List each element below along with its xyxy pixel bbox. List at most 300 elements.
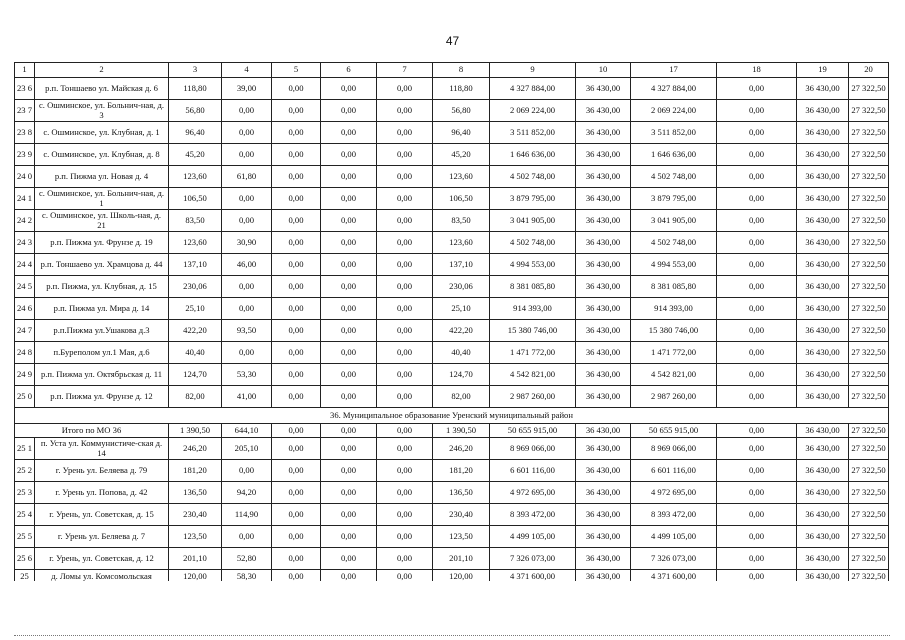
value-cell: 201,10 — [433, 548, 490, 570]
value-cell: 27 322,50 — [849, 78, 889, 100]
value-cell: 120,00 — [433, 570, 490, 582]
value-cell: 0,00 — [377, 460, 433, 482]
value-cell: 114,90 — [222, 504, 272, 526]
value-cell: 106,50 — [433, 188, 490, 210]
row-number: 23 6 — [15, 78, 35, 100]
value-cell: 123,60 — [169, 232, 222, 254]
value-cell: 0,00 — [272, 460, 321, 482]
row-number: 24 9 — [15, 364, 35, 386]
value-cell: 0,00 — [377, 364, 433, 386]
row-number: 24 0 — [15, 166, 35, 188]
value-cell: 4 327 884,00 — [631, 78, 717, 100]
value-cell: 36 430,00 — [797, 460, 849, 482]
header-cell: 19 — [797, 63, 849, 78]
value-cell: 1 646 636,00 — [490, 144, 576, 166]
value-cell: 27 322,50 — [849, 482, 889, 504]
value-cell: 36 430,00 — [797, 386, 849, 408]
value-cell: 27 322,50 — [849, 166, 889, 188]
section-row — [15, 408, 889, 424]
value-cell: 0,00 — [717, 482, 797, 504]
value-cell: 27 322,50 — [849, 386, 889, 408]
value-cell: 0,00 — [222, 342, 272, 364]
value-cell: 3 511 852,00 — [631, 122, 717, 144]
row-number: 25 5 — [15, 526, 35, 548]
value-cell: 27 322,50 — [849, 438, 889, 460]
value-cell: 3 511 852,00 — [490, 122, 576, 144]
row-number: 25 2 — [15, 460, 35, 482]
value-cell: 422,20 — [433, 320, 490, 342]
value-cell: 2 987 260,00 — [490, 386, 576, 408]
row-number: 24 8 — [15, 342, 35, 364]
table-row — [15, 298, 889, 320]
value-cell: 27 322,50 — [849, 254, 889, 276]
value-cell: 46,00 — [222, 254, 272, 276]
value-cell: 1 471 772,00 — [631, 342, 717, 364]
table-row — [15, 254, 889, 276]
header-cell: 17 — [631, 63, 717, 78]
value-cell: 0,00 — [222, 298, 272, 320]
value-cell: 0,00 — [321, 320, 377, 342]
address-cell: р.п. Пижма ул. Мира д. 14 — [35, 298, 169, 320]
value-cell: 230,06 — [169, 276, 222, 298]
value-cell: 0,00 — [321, 460, 377, 482]
value-cell: 36 430,00 — [576, 144, 631, 166]
value-cell: 230,06 — [433, 276, 490, 298]
row-number: 23 9 — [15, 144, 35, 166]
value-cell: 0,00 — [272, 570, 321, 582]
value-cell: 0,00 — [717, 548, 797, 570]
value-cell: 8 381 085,80 — [631, 276, 717, 298]
value-cell: 36 430,00 — [576, 548, 631, 570]
value-cell: 15 380 746,00 — [631, 320, 717, 342]
value-cell: 27 322,50 — [849, 122, 889, 144]
value-cell: 0,00 — [222, 276, 272, 298]
value-cell: 0,00 — [377, 342, 433, 364]
value-cell: 0,00 — [377, 232, 433, 254]
value-cell: 36 430,00 — [797, 364, 849, 386]
header-cell: 1 — [15, 63, 35, 78]
address-cell: г. Урень ул. Беляева д. 7 — [35, 526, 169, 548]
value-cell: 3 879 795,00 — [631, 188, 717, 210]
value-cell: 181,20 — [169, 460, 222, 482]
value-cell: 0,00 — [717, 166, 797, 188]
header-cell: 3 — [169, 63, 222, 78]
value-cell: 0,00 — [272, 78, 321, 100]
value-cell: 123,50 — [433, 526, 490, 548]
value-cell: 0,00 — [377, 438, 433, 460]
value-cell: 914 393,00 — [490, 298, 576, 320]
value-cell: 0,00 — [377, 188, 433, 210]
value-cell: 36 430,00 — [576, 298, 631, 320]
value-cell: 0,00 — [377, 78, 433, 100]
value-cell: 27 322,50 — [849, 548, 889, 570]
value-cell: 0,00 — [377, 210, 433, 232]
value-cell: 0,00 — [321, 570, 377, 582]
total-value: 36 430,00 — [797, 424, 849, 438]
table-row — [15, 482, 889, 504]
value-cell: 4 542 821,00 — [631, 364, 717, 386]
value-cell: 0,00 — [272, 144, 321, 166]
value-cell: 0,00 — [272, 548, 321, 570]
value-cell: 56,80 — [433, 100, 490, 122]
value-cell: 27 322,50 — [849, 298, 889, 320]
value-cell: 83,50 — [433, 210, 490, 232]
value-cell: 25,10 — [169, 298, 222, 320]
header-row — [15, 63, 889, 78]
value-cell: 0,00 — [377, 254, 433, 276]
value-cell: 36 430,00 — [797, 144, 849, 166]
total-label: Итого по МО 36 — [15, 424, 169, 438]
value-cell: 36 430,00 — [576, 232, 631, 254]
value-cell: 15 380 746,00 — [490, 320, 576, 342]
value-cell: 0,00 — [321, 210, 377, 232]
value-cell: 4 972 695,00 — [631, 482, 717, 504]
row-number: 24 5 — [15, 276, 35, 298]
value-cell: 201,10 — [169, 548, 222, 570]
header-cell: 5 — [272, 63, 321, 78]
value-cell: 2 987 260,00 — [631, 386, 717, 408]
value-cell: 94,20 — [222, 482, 272, 504]
value-cell: 6 601 116,00 — [490, 460, 576, 482]
value-cell: 0,00 — [717, 438, 797, 460]
value-cell: 422,20 — [169, 320, 222, 342]
value-cell: 36 430,00 — [576, 276, 631, 298]
value-cell: 230,40 — [169, 504, 222, 526]
value-cell: 0,00 — [272, 504, 321, 526]
value-cell: 123,50 — [169, 526, 222, 548]
total-value: 0,00 — [321, 424, 377, 438]
value-cell: 0,00 — [717, 460, 797, 482]
value-cell: 0,00 — [222, 122, 272, 144]
value-cell: 2 069 224,00 — [490, 100, 576, 122]
row-number: 24 2 — [15, 210, 35, 232]
table-row — [15, 276, 889, 298]
value-cell: 36 430,00 — [797, 232, 849, 254]
value-cell: 4 994 553,00 — [631, 254, 717, 276]
value-cell: 96,40 — [433, 122, 490, 144]
value-cell: 123,60 — [169, 166, 222, 188]
value-cell: 27 322,50 — [849, 100, 889, 122]
header-cell: 2 — [35, 63, 169, 78]
row-number: 24 7 — [15, 320, 35, 342]
value-cell: 0,00 — [377, 276, 433, 298]
header-cell: 9 — [490, 63, 576, 78]
table-row-partial — [15, 570, 889, 582]
value-cell: 0,00 — [717, 254, 797, 276]
total-value: 50 655 915,00 — [631, 424, 717, 438]
value-cell: 36 430,00 — [576, 254, 631, 276]
value-cell: 36 430,00 — [797, 166, 849, 188]
row-number: 25 — [15, 570, 35, 582]
value-cell: 123,60 — [433, 166, 490, 188]
value-cell: 0,00 — [377, 298, 433, 320]
address-cell: г. Урень ул. Попова, д. 42 — [35, 482, 169, 504]
value-cell: 27 322,50 — [849, 364, 889, 386]
section-title: 36. Муниципальное образование Уренский муниципальный район — [15, 408, 889, 424]
value-cell: 4 371 600,00 — [631, 570, 717, 582]
address-cell: п. Уста ул. Коммунистиче-ская д. 14 — [35, 438, 169, 460]
address-cell: с. Ошминское, ул. Клубная, д. 1 — [35, 122, 169, 144]
value-cell: 136,50 — [433, 482, 490, 504]
value-cell: 0,00 — [272, 386, 321, 408]
row-number: 24 3 — [15, 232, 35, 254]
value-cell: 0,00 — [717, 122, 797, 144]
value-cell: 4 994 553,00 — [490, 254, 576, 276]
value-cell: 36 430,00 — [576, 526, 631, 548]
address-cell: г. Урень, ул. Советская, д. 15 — [35, 504, 169, 526]
address-cell: р.п. Пижма ул. Фрунзе д. 12 — [35, 386, 169, 408]
value-cell: 0,00 — [377, 100, 433, 122]
value-cell: 36 430,00 — [797, 188, 849, 210]
table-row — [15, 100, 889, 122]
total-value: 50 655 915,00 — [490, 424, 576, 438]
value-cell: 0,00 — [272, 188, 321, 210]
value-cell: 0,00 — [377, 166, 433, 188]
value-cell: 0,00 — [272, 364, 321, 386]
value-cell: 0,00 — [222, 188, 272, 210]
table-row — [15, 166, 889, 188]
value-cell: 27 322,50 — [849, 144, 889, 166]
row-number: 24 1 — [15, 188, 35, 210]
value-cell: 0,00 — [377, 548, 433, 570]
address-cell: р.п. Тоншаево ул. Майская д. 6 — [35, 78, 169, 100]
total-value: 1 390,50 — [433, 424, 490, 438]
header-cell: 7 — [377, 63, 433, 78]
value-cell: 82,00 — [433, 386, 490, 408]
value-cell: 36 430,00 — [576, 210, 631, 232]
address-cell: с. Ошминское, ул. Школь-ная, д. 21 — [35, 210, 169, 232]
value-cell: 4 502 748,00 — [631, 232, 717, 254]
value-cell: 0,00 — [377, 386, 433, 408]
value-cell: 4 502 748,00 — [490, 232, 576, 254]
value-cell: 25,10 — [433, 298, 490, 320]
value-cell: 0,00 — [377, 122, 433, 144]
value-cell: 0,00 — [321, 298, 377, 320]
value-cell: 0,00 — [321, 122, 377, 144]
total-value: 0,00 — [272, 424, 321, 438]
value-cell: 0,00 — [377, 526, 433, 548]
value-cell: 27 322,50 — [849, 526, 889, 548]
value-cell: 40,40 — [433, 342, 490, 364]
table-row — [15, 438, 889, 460]
value-cell: 0,00 — [272, 276, 321, 298]
total-value: 1 390,50 — [169, 424, 222, 438]
value-cell: 0,00 — [717, 526, 797, 548]
value-cell: 205,10 — [222, 438, 272, 460]
value-cell: 124,70 — [169, 364, 222, 386]
value-cell: 0,00 — [272, 122, 321, 144]
value-cell: 124,70 — [433, 364, 490, 386]
value-cell: 36 430,00 — [797, 254, 849, 276]
total-value: 644,10 — [222, 424, 272, 438]
value-cell: 36 430,00 — [797, 526, 849, 548]
value-cell: 0,00 — [272, 210, 321, 232]
value-cell: 3 041 905,00 — [490, 210, 576, 232]
value-cell: 0,00 — [272, 254, 321, 276]
table-row — [15, 526, 889, 548]
value-cell: 39,00 — [222, 78, 272, 100]
address-cell: р.п. Пижма ул. Фрунзе д. 19 — [35, 232, 169, 254]
address-cell: р.п. Пижма ул. Новая д. 4 — [35, 166, 169, 188]
value-cell: 120,00 — [169, 570, 222, 582]
value-cell: 36 430,00 — [797, 438, 849, 460]
value-cell: 0,00 — [717, 100, 797, 122]
value-cell: 0,00 — [272, 166, 321, 188]
value-cell: 246,20 — [433, 438, 490, 460]
address-cell: р.п. Пижма ул. Октябрьская д. 11 — [35, 364, 169, 386]
total-value: 0,00 — [377, 424, 433, 438]
address-cell: р.п. Пижма, ул. Клубная, д. 15 — [35, 276, 169, 298]
value-cell: 246,20 — [169, 438, 222, 460]
row-number: 24 4 — [15, 254, 35, 276]
value-cell: 36 430,00 — [576, 438, 631, 460]
value-cell: 0,00 — [321, 548, 377, 570]
value-cell: 0,00 — [717, 188, 797, 210]
table-row — [15, 320, 889, 342]
address-cell: р.п. Тоншаево ул. Храмцова д. 44 — [35, 254, 169, 276]
value-cell: 4 371 600,00 — [490, 570, 576, 582]
data-table — [14, 62, 889, 581]
value-cell: 27 322,50 — [849, 504, 889, 526]
row-number: 25 4 — [15, 504, 35, 526]
value-cell: 36 430,00 — [797, 100, 849, 122]
value-cell: 27 322,50 — [849, 460, 889, 482]
value-cell: 0,00 — [321, 166, 377, 188]
table-row — [15, 210, 889, 232]
value-cell: 27 322,50 — [849, 232, 889, 254]
page-bottom-edge — [14, 635, 890, 636]
value-cell: 36 430,00 — [576, 166, 631, 188]
value-cell: 8 393 472,00 — [631, 504, 717, 526]
value-cell: 4 542 821,00 — [490, 364, 576, 386]
value-cell: 27 322,50 — [849, 570, 889, 582]
value-cell: 56,80 — [169, 100, 222, 122]
header-cell: 18 — [717, 63, 797, 78]
value-cell: 30,90 — [222, 232, 272, 254]
address-cell: с. Ошминское, ул. Больнич-ная, д. 1 — [35, 188, 169, 210]
value-cell: 0,00 — [321, 364, 377, 386]
value-cell: 0,00 — [717, 320, 797, 342]
value-cell: 118,80 — [169, 78, 222, 100]
header-cell: 20 — [849, 63, 889, 78]
value-cell: 27 322,50 — [849, 210, 889, 232]
value-cell: 27 322,50 — [849, 342, 889, 364]
value-cell: 0,00 — [272, 526, 321, 548]
total-value: 0,00 — [717, 424, 797, 438]
value-cell: 0,00 — [222, 144, 272, 166]
table-row — [15, 232, 889, 254]
value-cell: 7 326 073,00 — [490, 548, 576, 570]
value-cell: 0,00 — [272, 298, 321, 320]
value-cell: 0,00 — [321, 100, 377, 122]
address-cell: с. Ошминское, ул. Клубная, д. 8 — [35, 144, 169, 166]
value-cell: 36 430,00 — [797, 298, 849, 320]
value-cell: 0,00 — [222, 460, 272, 482]
value-cell: 1 646 636,00 — [631, 144, 717, 166]
table-row — [15, 460, 889, 482]
value-cell: 0,00 — [321, 482, 377, 504]
value-cell: 36 430,00 — [797, 548, 849, 570]
value-cell: 0,00 — [717, 276, 797, 298]
value-cell: 45,20 — [169, 144, 222, 166]
value-cell: 8 969 066,00 — [490, 438, 576, 460]
value-cell: 36 430,00 — [797, 482, 849, 504]
value-cell: 0,00 — [717, 342, 797, 364]
value-cell: 36 430,00 — [797, 122, 849, 144]
value-cell: 36 430,00 — [576, 570, 631, 582]
total-value: 27 322,50 — [849, 424, 889, 438]
table-row — [15, 188, 889, 210]
value-cell: 27 322,50 — [849, 276, 889, 298]
header-cell: 6 — [321, 63, 377, 78]
address-cell: д. Ломы ул. Комсомольская — [35, 570, 169, 582]
value-cell: 0,00 — [377, 570, 433, 582]
value-cell: 0,00 — [222, 526, 272, 548]
value-cell: 36 430,00 — [576, 504, 631, 526]
value-cell: 0,00 — [717, 298, 797, 320]
address-cell: г. Урень, ул. Советская, д. 12 — [35, 548, 169, 570]
value-cell: 914 393,00 — [631, 298, 717, 320]
table-row — [15, 78, 889, 100]
value-cell: 45,20 — [433, 144, 490, 166]
table-row — [15, 342, 889, 364]
value-cell: 0,00 — [272, 232, 321, 254]
header-cell: 4 — [222, 63, 272, 78]
value-cell: 0,00 — [272, 438, 321, 460]
value-cell: 3 879 795,00 — [490, 188, 576, 210]
table-row — [15, 122, 889, 144]
value-cell: 4 502 748,00 — [631, 166, 717, 188]
value-cell: 0,00 — [717, 78, 797, 100]
value-cell: 8 393 472,00 — [490, 504, 576, 526]
value-cell: 40,40 — [169, 342, 222, 364]
value-cell: 0,00 — [377, 504, 433, 526]
value-cell: 36 430,00 — [797, 276, 849, 298]
row-number: 24 6 — [15, 298, 35, 320]
value-cell: 27 322,50 — [849, 188, 889, 210]
value-cell: 36 430,00 — [576, 342, 631, 364]
value-cell: 0,00 — [272, 320, 321, 342]
value-cell: 0,00 — [321, 276, 377, 298]
table-row — [15, 364, 889, 386]
page-number: 47 — [445, 34, 460, 48]
header-cell: 8 — [433, 63, 490, 78]
value-cell: 0,00 — [321, 504, 377, 526]
value-cell: 137,10 — [433, 254, 490, 276]
row-number: 25 3 — [15, 482, 35, 504]
value-cell: 181,20 — [433, 460, 490, 482]
row-number: 23 8 — [15, 122, 35, 144]
value-cell: 0,00 — [717, 232, 797, 254]
value-cell: 0,00 — [321, 232, 377, 254]
value-cell: 36 430,00 — [797, 570, 849, 582]
address-cell: п.Буреполом ул.1 Мая, д.6 — [35, 342, 169, 364]
value-cell: 137,10 — [169, 254, 222, 276]
value-cell: 4 499 105,00 — [490, 526, 576, 548]
table-row — [15, 504, 889, 526]
value-cell: 0,00 — [377, 144, 433, 166]
value-cell: 0,00 — [321, 386, 377, 408]
value-cell: 8 381 085,80 — [490, 276, 576, 298]
value-cell: 93,50 — [222, 320, 272, 342]
value-cell: 27 322,50 — [849, 320, 889, 342]
value-cell: 0,00 — [272, 100, 321, 122]
value-cell: 0,00 — [717, 504, 797, 526]
value-cell: 0,00 — [321, 342, 377, 364]
value-cell: 1 471 772,00 — [490, 342, 576, 364]
row-number: 23 7 — [15, 100, 35, 122]
address-cell: с. Ошминское, ул. Больнич-ная, д. 3 — [35, 100, 169, 122]
